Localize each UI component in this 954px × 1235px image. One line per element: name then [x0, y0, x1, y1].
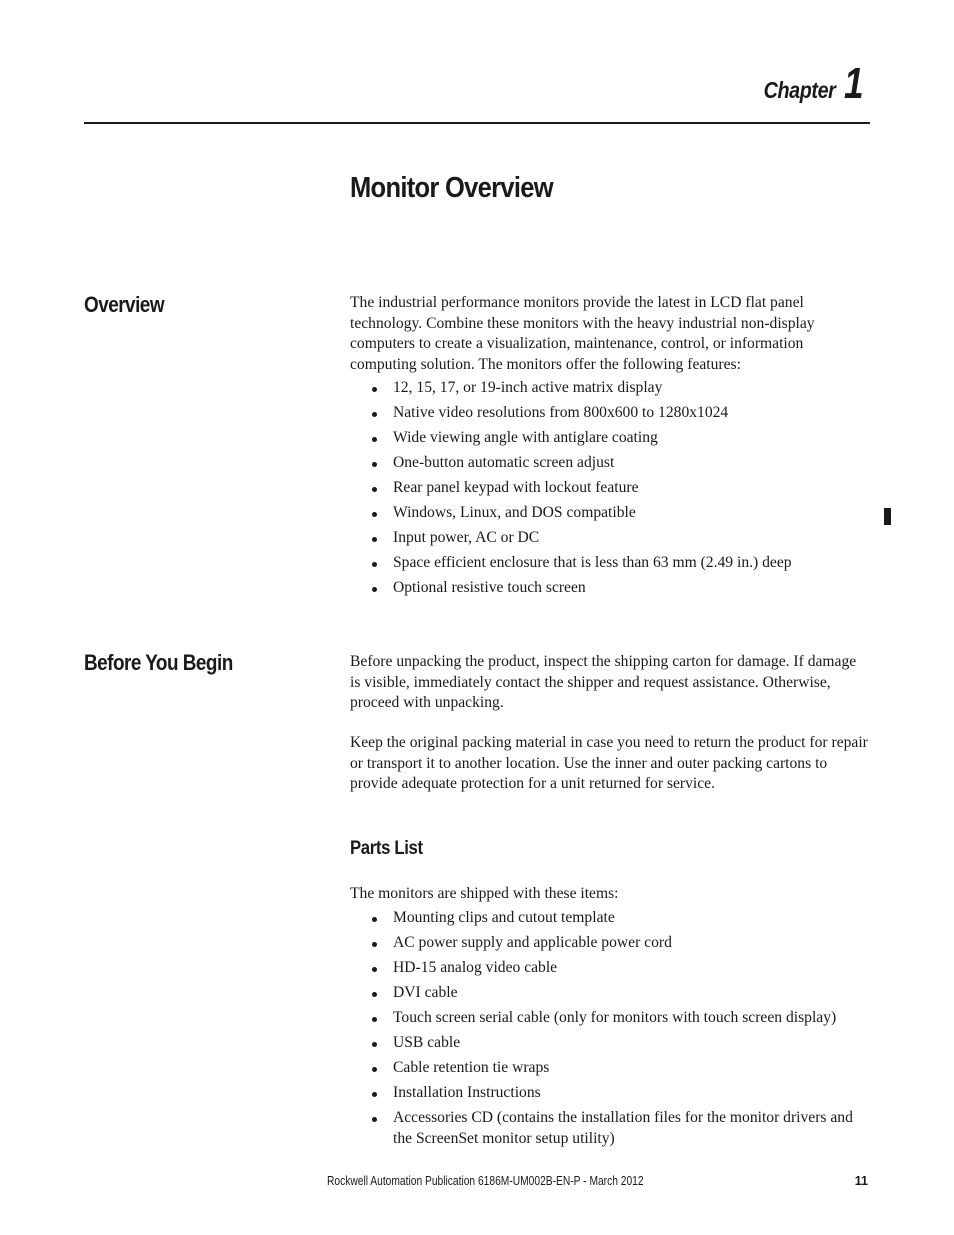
chapter-divider: [84, 122, 870, 124]
parts-item-text: Mounting clips and cutout template: [393, 909, 615, 926]
parts-item-text: Accessories CD (contains the installation files for the monitor drivers and the ScreenSet monitor setup utility): [393, 1109, 853, 1147]
bullet-icon: [372, 437, 377, 442]
bullet-icon: [372, 992, 377, 997]
parts-item-text: DVI cable: [393, 984, 458, 1001]
parts-list-intro: The monitors are shipped with these items:: [350, 885, 619, 902]
parts-item: [350, 1108, 870, 1149]
feature-item: [350, 453, 870, 474]
feature-item: [350, 578, 870, 599]
feature-item: [350, 378, 870, 399]
bullet-icon: [372, 917, 377, 922]
before-you-begin-heading: Before You Begin: [84, 650, 233, 675]
bullet-icon: [372, 967, 377, 972]
parts-list-heading: Parts List: [350, 838, 423, 859]
bullet-icon: [372, 562, 377, 567]
parts-item-text: Touch screen serial cable (only for monitors with touch screen display): [393, 1009, 837, 1026]
overview-heading: Overview: [84, 292, 165, 317]
feature-item: [350, 428, 870, 449]
parts-item: [350, 1083, 870, 1104]
bullet-icon: [372, 1017, 377, 1022]
chapter-label: Chapter: [763, 77, 836, 103]
feature-item: [350, 553, 870, 574]
bullet-icon: [372, 1042, 377, 1047]
bullet-icon: [372, 942, 377, 947]
feature-item-text: 12, 15, 17, or 19-inch active matrix display: [393, 379, 663, 396]
feature-item-text: Native video resolutions from 800x600 to 1280x1024: [393, 404, 729, 421]
feature-item-text: Input power, AC or DC: [393, 529, 540, 546]
parts-item-text: Cable retention tie wraps: [393, 1059, 550, 1076]
footer-publication: Rockwell Automation Publication 6186M-UM002B-EN-P - March 2012: [327, 1174, 644, 1188]
parts-item: [350, 933, 870, 954]
bullet-icon: [372, 537, 377, 542]
parts-item: [350, 1033, 870, 1054]
feature-item-text: Space efficient enclosure that is less than 63 mm (2.49 in.) deep: [393, 554, 792, 571]
feature-item: [350, 528, 870, 549]
bullet-icon: [372, 587, 377, 592]
feature-item-text: Windows, Linux, and DOS compatible: [393, 504, 636, 521]
bullet-icon: [372, 1117, 377, 1122]
feature-item-text: One-button automatic screen adjust: [393, 454, 615, 471]
bullet-icon: [372, 1067, 377, 1072]
bullet-icon: [372, 387, 377, 392]
parts-list: [350, 908, 870, 1154]
page-title: Monitor Overview: [350, 172, 553, 204]
feature-item: [350, 478, 870, 499]
parts-item-text: AC power supply and applicable power cord: [393, 934, 672, 951]
chapter-number: 1: [843, 59, 864, 108]
parts-item-text: HD-15 analog video cable: [393, 959, 558, 976]
chapter-header: [752, 59, 868, 108]
overview-intro: The industrial performance monitors provide the latest in LCD flat panel technology. Combine these monitors with the heavy industrial non-display computers to create a visualization, maintenance, control, or information computing solution. The monitors offer the following features:: [350, 294, 815, 373]
page-number: 11: [854, 1174, 868, 1188]
bullet-icon: [372, 487, 377, 492]
bullet-icon: [372, 1092, 377, 1097]
bullet-icon: [372, 412, 377, 417]
feature-item: [350, 503, 870, 524]
parts-item: [350, 983, 870, 1004]
bullet-icon: [372, 462, 377, 467]
parts-item: [350, 958, 870, 979]
bullet-icon: [372, 512, 377, 517]
parts-item: [350, 1008, 870, 1029]
feature-item: [350, 403, 870, 424]
parts-item: [350, 1058, 870, 1079]
feature-item-text: Wide viewing angle with antiglare coating: [393, 429, 658, 446]
parts-item: [350, 908, 870, 929]
feature-item-text: Optional resistive touch screen: [393, 579, 586, 596]
feature-item-text: Rear panel keypad with lockout feature: [393, 479, 639, 496]
parts-item-text: Installation Instructions: [393, 1084, 541, 1101]
parts-item-text: USB cable: [393, 1034, 461, 1051]
features-list: [350, 378, 870, 603]
before-you-begin-paragraph-2: Keep the original packing material in case you need to return the product for repair or transport it to another location. Use the inner and outer packing cartons to provide adequate protection for a unit returned for service.: [350, 734, 868, 792]
chapter-tab-marker: [884, 508, 891, 525]
before-you-begin-paragraph-1: Before unpacking the product, inspect the shipping carton for damage. If damage is visible, immediately contact the shipper and request assistance. Otherwise, proceed with unpacking.: [350, 653, 857, 711]
